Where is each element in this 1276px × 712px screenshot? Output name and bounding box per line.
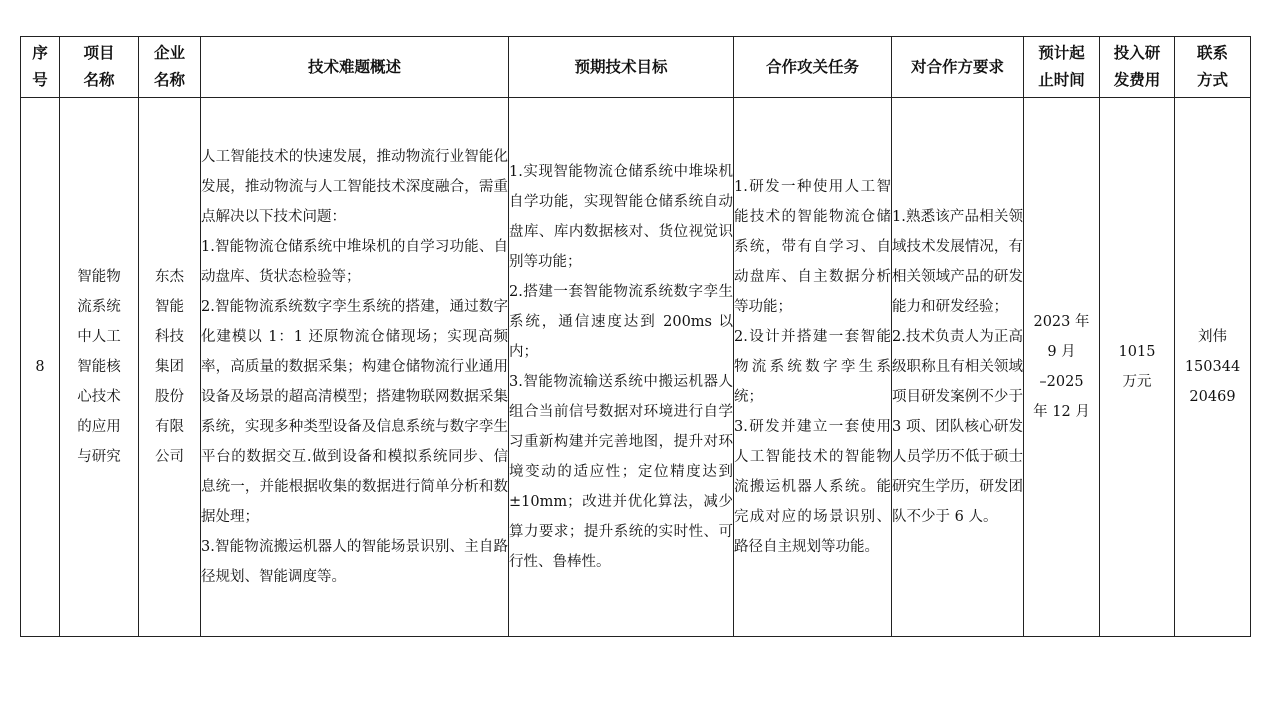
header-company-name — [139, 37, 201, 98]
header-budget-line: 投入研 — [1113, 44, 1161, 62]
period-line: 9 月 — [1047, 344, 1076, 360]
header-requirements: 对合作方要求 — [892, 37, 1024, 98]
header-contact — [1175, 37, 1251, 98]
contact-line: 150344 — [1184, 359, 1241, 375]
header-seq — [21, 37, 60, 98]
tech-problem-paragraph: 3.智能物流搬运机器人的智能场景识别、主自路径规划、智能调度等。 — [201, 539, 508, 585]
company-name-line: 股份 — [155, 389, 184, 405]
header-contact-line: 方式 — [1196, 71, 1228, 89]
header-period-line: 预计起 — [1038, 44, 1085, 62]
header-seq-line: 号 — [32, 71, 48, 89]
company-name-line: 有限 — [155, 419, 184, 435]
company-name-line: 集团 — [155, 359, 184, 375]
cell-period — [1024, 98, 1100, 637]
header-row — [21, 37, 1251, 98]
header-tech-goal: 预期技术目标 — [509, 37, 734, 98]
tech-goal-paragraph: 2.搭建一套智能物流系统数字孪生系统，通信速度达到 200ms 以内； — [509, 284, 733, 360]
header-period — [1024, 37, 1100, 98]
header-company-name-line: 名称 — [153, 71, 185, 89]
tech-problem-paragraph: 2.智能物流系统数字孪生系统的搭建，通过数字化建模以 1：1 还原物流仓储现场；实现高频率，高质量的数据采集；构建仓储物流行业通用设备及场景的超高清模型；搭建物联网数据采集系统，实现多种类型设备及信息系统与数字孪生平台的数据交互.做到设备和模拟系统同步、信息统一，并能根据收集的数据进行简单分析和数据处理； — [201, 299, 508, 525]
header-budget — [1100, 37, 1175, 98]
contact-line: 刘伟 — [1198, 329, 1227, 345]
requirements-paragraph: 1.熟悉该产品相关领域技术发展情况，有相关领域产品的研发能力和研发经验； — [892, 209, 1023, 315]
tech-problem-paragraph: 人工智能技术的快速发展，推动物流行业智能化发展，推动物流与人工智能技术深度融合，需重点解决以下技术问题： — [201, 149, 508, 225]
header-project-name-line: 名称 — [83, 71, 115, 89]
period-line: 年 12 月 — [1033, 404, 1090, 420]
header-budget-line: 发费用 — [1113, 71, 1161, 89]
cell-project-name — [60, 98, 139, 637]
cell-requirements — [892, 98, 1024, 637]
header-company-name-line: 企业 — [153, 44, 185, 62]
header-tech-problem: 技术难题概述 — [201, 37, 509, 98]
budget-line: 万元 — [1122, 374, 1152, 390]
project-name-line: 智能物 — [77, 269, 121, 285]
tech-goal-paragraph: 1.实现智能物流仓储系统中堆垛机自学功能，实现智能仓储系统自动盘库、库内数据核对、货位视觉识别等功能； — [509, 164, 733, 270]
budget-line: 1015 — [1118, 344, 1156, 360]
header-period-line: 止时间 — [1038, 71, 1085, 89]
company-name-line: 东杰 — [155, 269, 184, 285]
header-contact-line: 联系 — [1196, 44, 1228, 62]
cell-tasks — [734, 98, 892, 637]
cell-contact — [1175, 98, 1251, 637]
company-name-line: 智能 — [155, 299, 184, 315]
cell-seq: 8 — [21, 98, 60, 637]
cell-tech-goal — [509, 98, 734, 637]
cell-company-name — [139, 98, 201, 637]
cell-budget — [1100, 98, 1175, 637]
header-project-name-line: 项目 — [83, 44, 115, 62]
tech-problem-paragraph: 1.智能物流仓储系统中堆垛机的自学习功能、自动盘库、货状态检验等； — [201, 239, 508, 285]
cell-tech-problem — [201, 98, 509, 637]
period-line: –2025 — [1039, 374, 1084, 390]
period-line: 2023 年 — [1033, 314, 1090, 330]
company-name-line: 科技 — [155, 329, 184, 345]
tech-goal-paragraph: 3.智能物流输送系统中搬运机器人组合当前信号数据对环境进行自学习重新构建并完善地图，提升对环境变动的适应性；定位精度达到±10mm；改进并优化算法，减少算力要求；提升系统的实时性、可行性、鲁棒性。 — [509, 374, 733, 570]
project-name-line: 智能核 — [77, 359, 121, 375]
tasks-paragraph: 2.设计并搭建一套智能物流系统数字孪生系统； — [734, 329, 891, 405]
header-tasks: 合作攻关任务 — [734, 37, 892, 98]
project-name-line: 心技术 — [77, 389, 121, 405]
header-seq-line: 序 — [32, 44, 48, 62]
contact-line: 20469 — [1189, 389, 1236, 405]
header-project-name — [60, 37, 139, 98]
project-name-line: 流系统 — [77, 299, 121, 315]
project-table — [20, 36, 1251, 637]
project-name-line: 的应用 — [77, 419, 121, 435]
project-name-line: 中人工 — [77, 329, 121, 345]
tasks-paragraph: 3.研发并建立一套使用人工智能技术的智能物流搬运机器人系统。能完成对应的场景识别、路径自主规划等功能。 — [734, 419, 891, 555]
table-row — [21, 98, 1251, 637]
company-name-line: 公司 — [155, 449, 184, 465]
tasks-paragraph: 1.研发一种使用人工智能技术的智能物流仓储系统，带有自学习、自动盘库、自主数据分析等功能； — [734, 179, 891, 315]
requirements-paragraph: 2.技术负责人为正高级职称且有相关领域项目研发案例不少于 3 项、团队核心研发人员学历不低于硕士研究生学历，研发团队不少于 6 人。 — [892, 329, 1023, 525]
project-name-line: 与研究 — [77, 449, 121, 465]
